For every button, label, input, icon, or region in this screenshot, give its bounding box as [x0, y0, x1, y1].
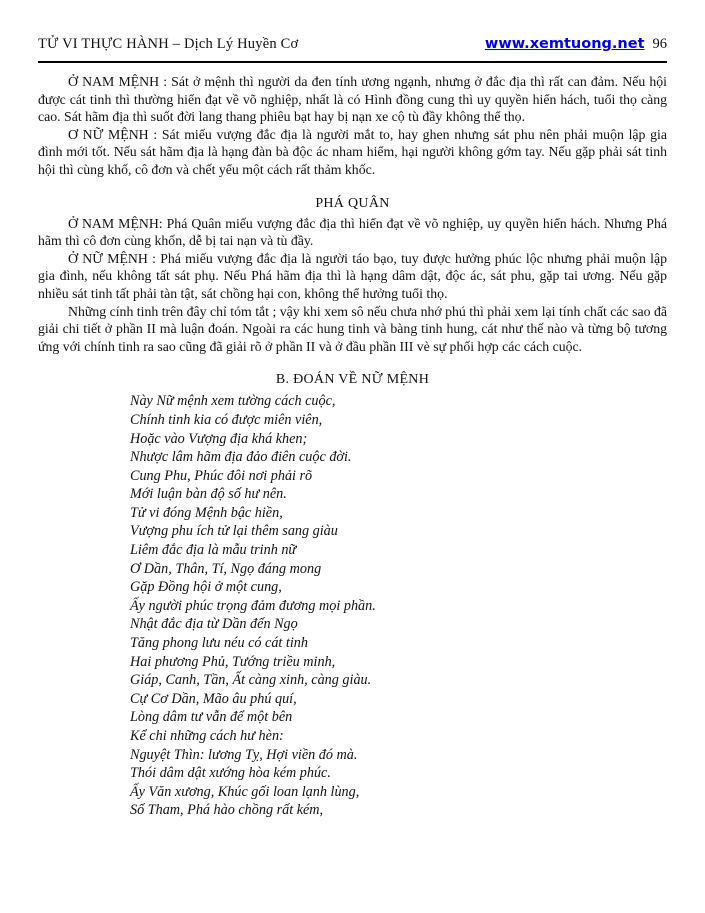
- book-title: TỬ VI THỰC HÀNH – Dịch Lý Huyền Cơ: [38, 36, 299, 52]
- poem: [130, 392, 667, 820]
- poem-line: Ấy Văn xương, Khúc gối loan lạnh lùng,: [130, 783, 360, 800]
- paragraph-nam-menh-sat: Ở NAM MỆNH : Sát ở mệnh thì người da đen tính ương ngạnh, nhưng ở đắc địa thì rất can đảm. Nếu hội được cát tinh thì thường hiển đạt về võ nghiệp, nhất là có Hình đồng cung thì uy quyền hiển hách, tuổi thọ càng cao. Sát hãm địa thì suốt đời lang thang phiêu bạt hay bị nạn xe cộ tù đầy không thể thọ.: [38, 74, 667, 125]
- poem-line: Cự Cơ Dần, Mão âu phú quí,: [130, 690, 297, 707]
- poem-line: Số Tham, Phá hào chồng rất kém,: [130, 802, 324, 819]
- poem-line: Chính tinh kia có được miên viên,: [130, 411, 323, 428]
- poem-line: Gặp Đồng hội ở một cung,: [130, 579, 282, 596]
- poem-line: Ơ Dần, Thân, Tí, Ngọ đáng mong: [130, 560, 322, 577]
- paragraph-nu-menh-pha: Ở NỮ MỆNH : Phá miếu vượng đắc địa là người táo bạo, tuy được hưởng phúc lộc nhưng phải muộn lập gia đình, nếu không tất sát phụ. Nếu Phá hãm địa thì là hạng dâm dật, độc ác, sát phu, gặp tai ương. Nếu gặp nhiều sát tinh tất phải tàn tật, sát chồng hại con, không thể hưởng tuổi thọ.: [38, 250, 667, 301]
- poem-line: Nhật đắc địa từ Dần đến Ngọ: [130, 616, 298, 633]
- poem-line: Ấy người phúc trọng đảm đương mọi phần.: [130, 597, 376, 614]
- poem-line: Tăng phong lưu néu có cát tinh: [130, 635, 308, 652]
- poem-line: Kể chi những cách hư hèn:: [130, 728, 284, 744]
- poem-line: Lòng dâm tư vẫn để một bên: [130, 709, 293, 726]
- section-heading-pha-quan: PHÁ QUÂN: [315, 195, 390, 211]
- poem-line: Liêm đắc địa là mẫu trinh nữ: [130, 542, 297, 559]
- header-divider: [38, 61, 667, 63]
- paragraph-nu-menh-sat: Ơ NỮ MỆNH : Sát miếu vượng đắc địa là người mắt to, hay ghen nhưng sát phu nên phải muộn lập gia đình mới tốt. Nếu sát hãm địa là hạng đàn bà độc ác nham hiểm, hại người không gớm tay. Nếu gặp phải sát tinh hội thì cùng khố, cô đơn và chết yểu một cách rất thảm khốc.: [38, 126, 667, 177]
- poem-line: Này Nữ mệnh xem tường cách cuộc,: [130, 393, 336, 410]
- poem-line: Tử vi đóng Mệnh bậc hiền,: [130, 504, 283, 521]
- poem-line: Giáp, Canh, Tần, Ất càng xinh, càng giàu.: [130, 672, 372, 689]
- header-right: [485, 36, 667, 53]
- poem-line: Mới luận bàn độ số hư nên.: [130, 486, 287, 503]
- poem-line: Thói dâm dật xướng hòa kém phúc.: [130, 765, 331, 782]
- poem-line: Nhược lâm hãm địa đảo điên cuộc đời.: [130, 449, 352, 466]
- poem-line: Nguyệt Thìn: lương Tỵ, Hợi viền đó mà.: [130, 746, 358, 763]
- poem-line: Hai phương Phủ, Tướng triều minh,: [130, 653, 336, 670]
- website-link[interactable]: www.xemtuong.net: [484, 36, 645, 52]
- paragraph-summary: Những cính tinh trên đây chỉ tóm tắt ; vậy khi xem sô nếu chưa nhớ phú thì phải xem lại tính chất các sao đã giải chi tiết ở phần II mà luận đoán. Ngoài ra các hung tinh và bàng tinh hung, cát như thế nào và từng bộ tương ứng với chính tinh ra sao cũng đã giải rõ ở phần II và ở đầu phần III vè sự phối hợp các cách cuộc.: [38, 303, 667, 354]
- poem-line: Hoặc vào Vượng địa khá khen;: [130, 430, 308, 447]
- poem-line: Cung Phu, Phúc đôi nơi phải rõ: [130, 467, 313, 484]
- page-header: [38, 30, 667, 61]
- section-heading-doan-ve-nu-menh: B. ĐOÁN VỀ NỮ MỆNH: [275, 372, 430, 388]
- paragraph-nam-menh-pha: Ở NAM MỆNH: Phá Quân miếu vượng đắc địa thì hiển đạt về võ nghiệp, uy quyền hiển hách. Nhưng Phá hãm thì cô đơn cùng khốn, dễ bị tai nạn và tù đầy.: [38, 215, 667, 249]
- page-number: 96: [652, 36, 667, 52]
- document-body: [38, 73, 667, 820]
- poem-line: Vượng phu ích tử lại thêm sang giàu: [130, 523, 338, 540]
